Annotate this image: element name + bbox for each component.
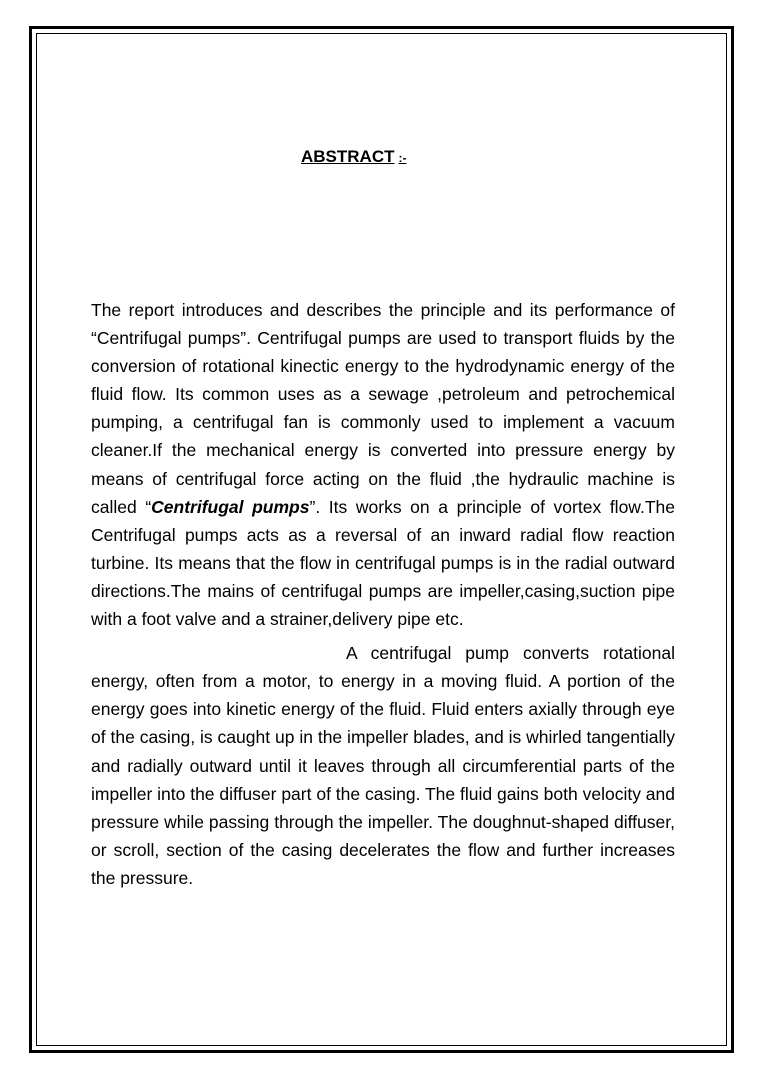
abstract-heading <box>301 147 407 167</box>
centrifugal-pumps-emphasis: Centrifugal pumps <box>151 496 310 517</box>
abstract-heading-text: ABSTRACT <box>301 147 395 166</box>
abstract-paragraph-1 <box>91 296 675 633</box>
abstract-heading-suffix: :- <box>398 151 407 165</box>
abstract-body <box>91 296 675 892</box>
abstract-paragraph-2: A centrifugal pump converts rotational energy, often from a motor, to energy in a moving fluid. A portion of the energy goes into kinetic energy of the fluid. Fluid enters axially through eye of the casing, is caught up in the impeller blades, and is whirled tangentially and radially outward until it leaves through all circumferential parts of the impeller into the diffuser part of the casing. The fluid gains both velocity and pressure while passing through the impeller. The doughnut-shaped diffuser, or scroll, section of the casing decelerates the flow and further increases the pressure. <box>91 643 676 888</box>
paragraph-1-text-a: The report introduces and describes the principle and its performance of “Centrifugal pumps”. Centrifugal pumps are used to transport fluids by the conversion of rotational kinectic energy to the hydrodynamic energy of the fluid flow. Its common uses as a sewage ,petroleum and petrochemical pumping, a centrifugal fan is commonly used to implement a vacuum cleaner.If the mechanical energy is converted into pressure energy by means of centrifugal force acting on the fluid ,the hydraulic machine is called “ <box>91 300 675 517</box>
paragraph-1-text-b: ”. Its works on a principle of vortex flow.The Centrifugal pumps acts as a reversal of an inward radial flow reaction turbine. Its means that the flow in centrifugal pumps is in the radial outward directions.The mains of centrifugal pumps are impeller,casing,suction pipe with a foot valve and a strainer,delivery pipe etc. <box>91 496 675 630</box>
